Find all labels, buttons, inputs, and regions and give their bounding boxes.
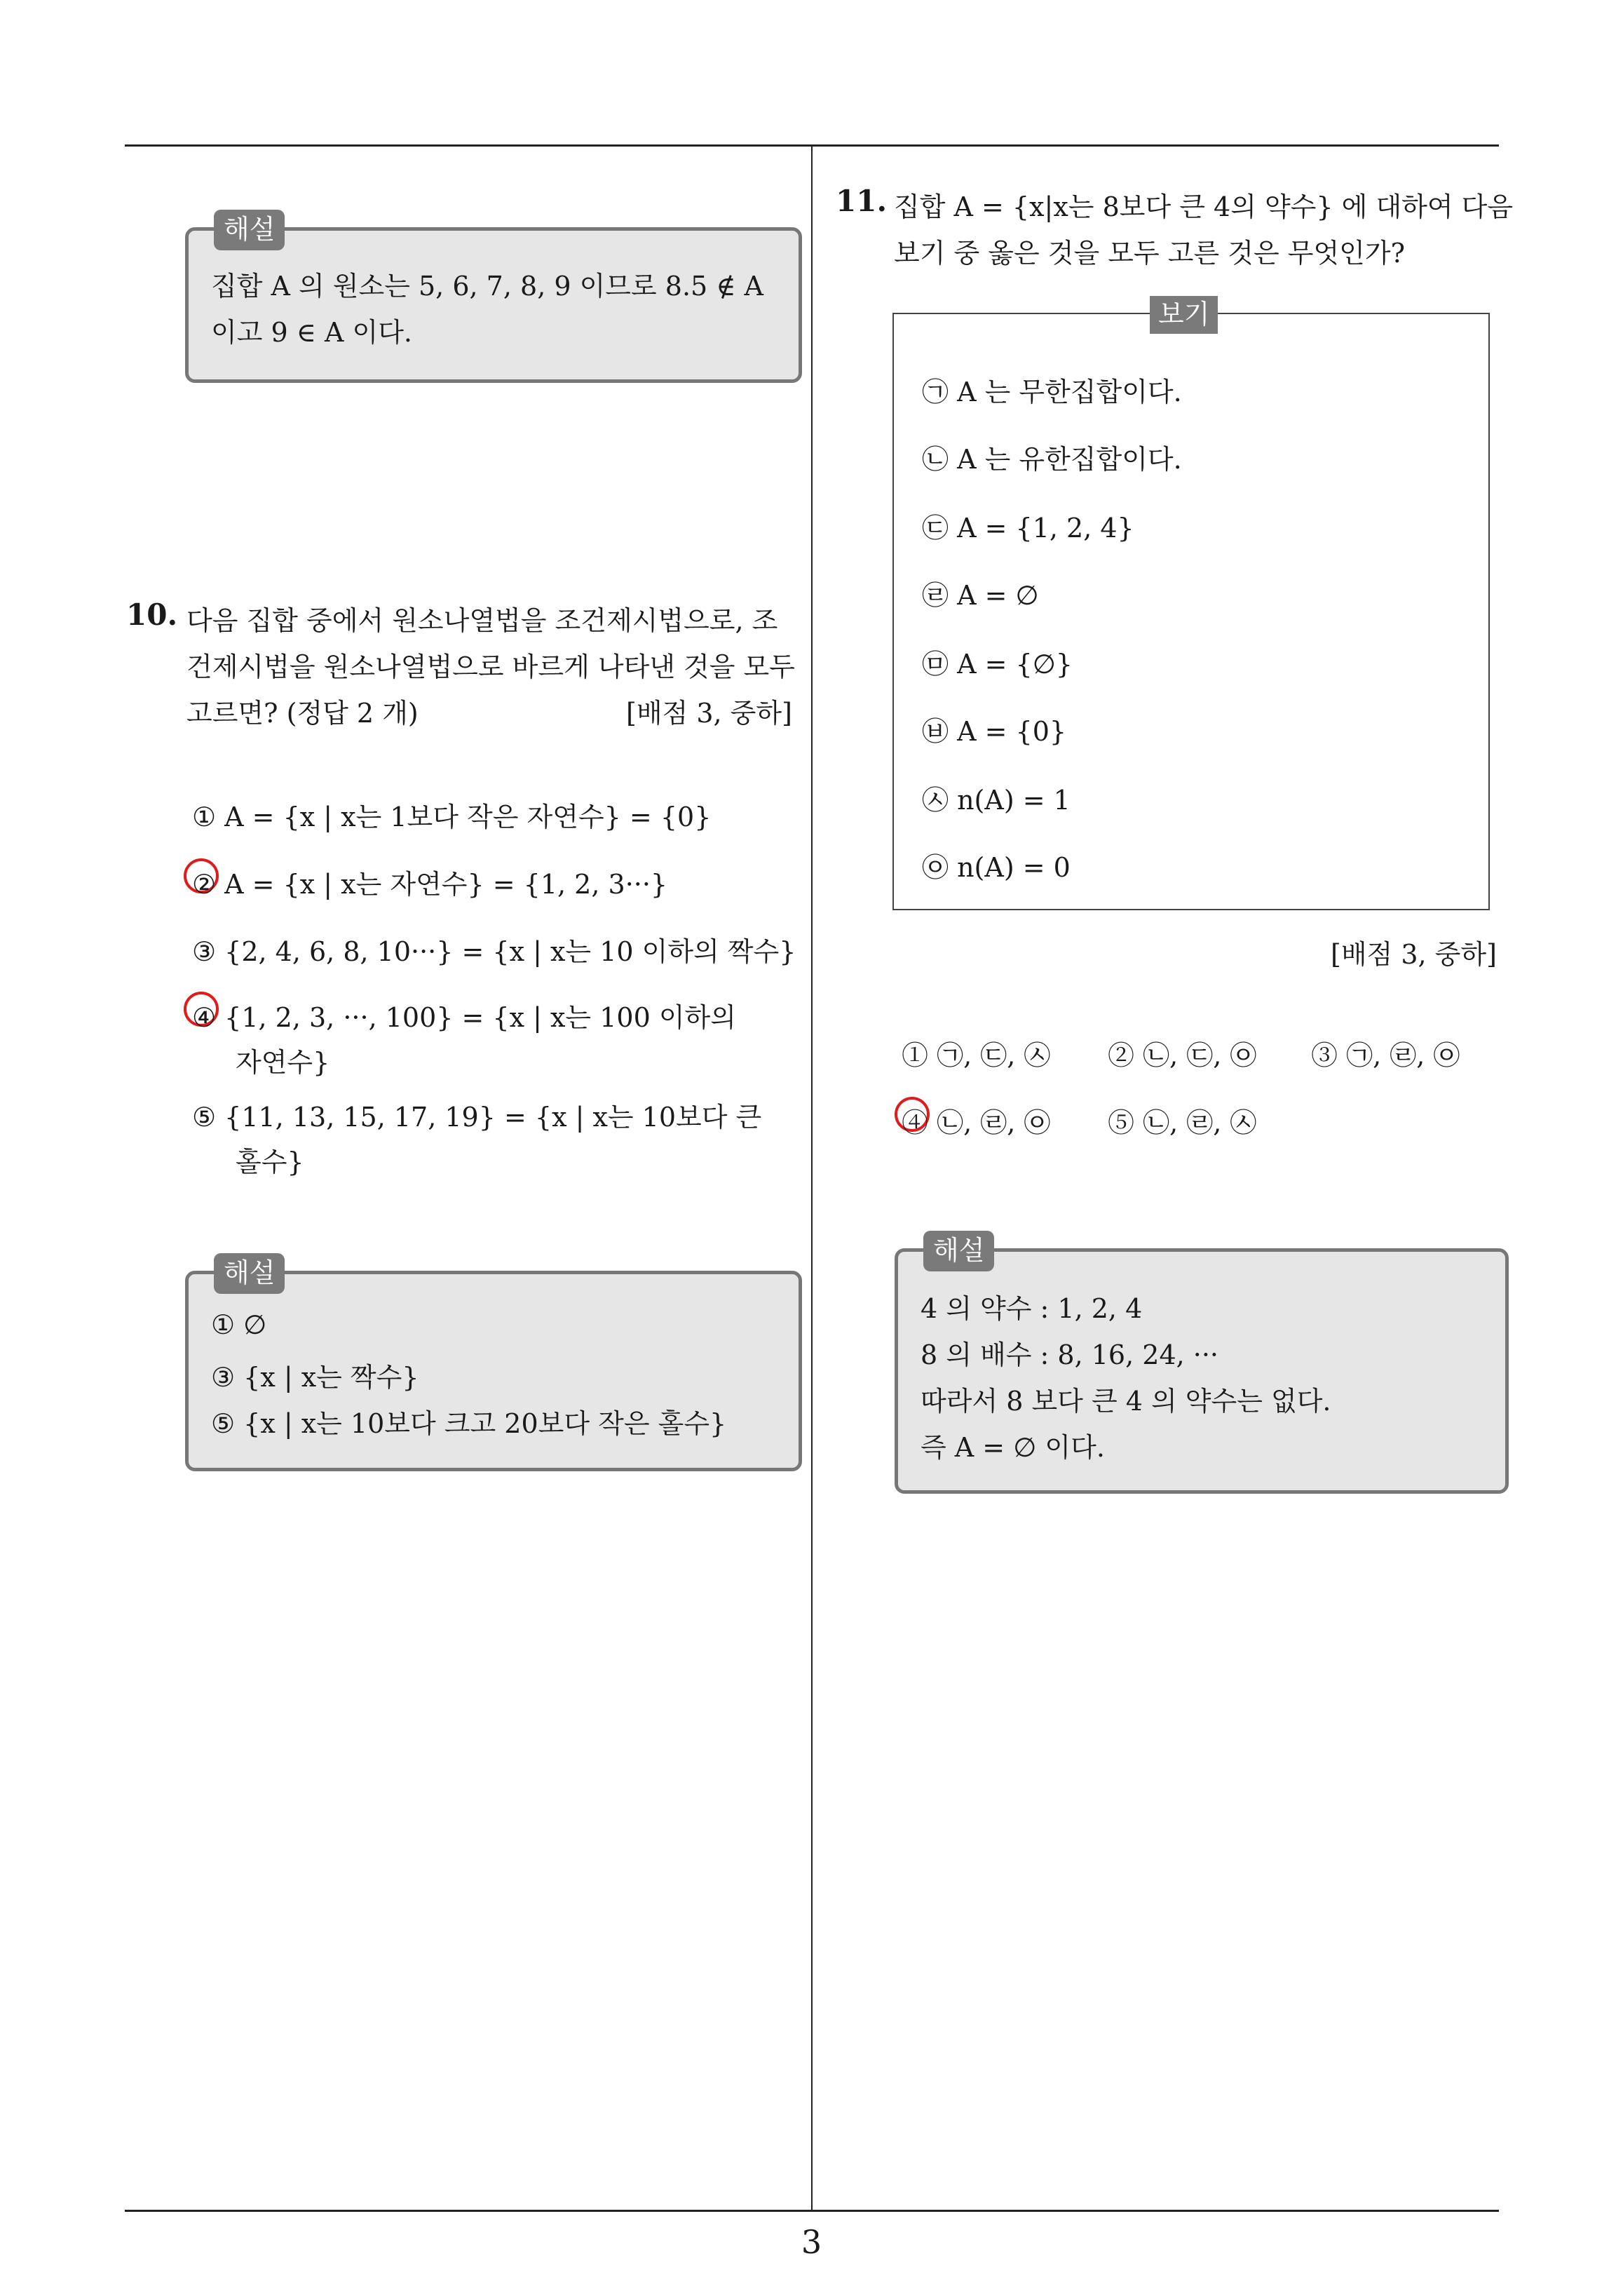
score-label: [배점 3, 중하] <box>1331 939 1497 970</box>
column-divider <box>811 146 813 2210</box>
answer-option[interactable]: ① A = {x | x는 1보다 작은 자연수} = {0} <box>192 802 712 832</box>
solution-line: 이고 9 ∈ A 이다. <box>211 317 412 348</box>
solution-line: 즉 A = ∅ 이다. <box>921 1432 1105 1463</box>
solution-tag: 해설 <box>923 1231 994 1271</box>
solution-tag: 해설 <box>214 1253 285 1294</box>
solution-line: ⑤ {x | x는 10보다 크고 20보다 작은 홀수} <box>211 1408 727 1439</box>
answer-option[interactable]: ⑤ ㉡, ㉣, ㉦ <box>1108 1107 1257 1138</box>
view-item: ㉢ A = {1, 2, 4} <box>922 513 1134 543</box>
solution-tag: 해설 <box>214 210 285 250</box>
question-text: 고르면? (정답 2 개) <box>186 698 419 729</box>
view-item: ㉠ A 는 무한집합이다. <box>922 377 1182 407</box>
solution-line: 4 의 약수 : 1, 2, 4 <box>921 1293 1143 1324</box>
question-number: 10. <box>126 597 178 632</box>
answer-option[interactable]: ③ {2, 4, 6, 8, 10···} = {x | x는 10 이하의 짝수} <box>192 936 796 967</box>
question-text: 다음 집합 중에서 원소나열법을 조건제시법으로, 조 <box>186 605 778 636</box>
view-box <box>892 299 1490 910</box>
answer-option[interactable]: ⑤ {11, 13, 15, 17, 19} = {x | x는 10보다 큰 <box>192 1102 762 1133</box>
page-number: 3 <box>801 2223 822 2261</box>
solution-line: ① ∅ <box>211 1309 267 1340</box>
score-label: [배점 3, 중하] <box>626 698 792 729</box>
solution-line: 집합 A 의 원소는 5, 6, 7, 8, 9 이므로 8.5 ∉ A <box>211 271 763 302</box>
view-item: ㉥ A = {0} <box>922 716 1067 747</box>
solution-box-q10 <box>185 1257 802 1471</box>
view-item: ㉦ n(A) = 1 <box>922 785 1071 816</box>
view-item: ㉡ A 는 유한집합이다. <box>922 444 1182 475</box>
answer-option[interactable]: ④ ㉡, ㉣, ㉧ <box>902 1107 1051 1138</box>
solution-line: 8 의 배수 : 8, 16, 24, ··· <box>921 1339 1219 1370</box>
view-item: ㉣ A = ∅ <box>922 580 1039 611</box>
solution-line: ③ {x | x는 짝수} <box>211 1362 419 1393</box>
question-text: 보기 중 옳은 것을 모두 고른 것은 무엇인가? <box>894 238 1405 269</box>
solution-box-top <box>185 214 802 383</box>
answer-option[interactable]: ② A = {x | x는 자연수} = {1, 2, 3···} <box>192 869 668 900</box>
answer-option[interactable]: ① ㉠, ㉢, ㉦ <box>902 1040 1051 1071</box>
view-tag: 보기 <box>1150 296 1218 334</box>
bottom-rule <box>125 2210 1499 2212</box>
answer-option[interactable]: ③ ㉠, ㉣, ㉧ <box>1311 1040 1460 1071</box>
question-text: 건제시법을 원소나열법으로 바르게 나타낸 것을 모두 <box>186 651 795 682</box>
view-item: ㉧ n(A) = 0 <box>922 852 1071 883</box>
solution-box-q11 <box>895 1235 1509 1494</box>
answer-option[interactable]: ② ㉡, ㉢, ㉧ <box>1108 1040 1257 1071</box>
solution-line: 따라서 8 보다 큰 4 의 약수는 없다. <box>921 1386 1331 1417</box>
answer-option[interactable]: ④ {1, 2, 3, ···, 100} = {x | x는 100 이하의 <box>192 1002 736 1033</box>
answer-option-continued: 홀수} <box>236 1147 304 1177</box>
question-text: 집합 A = {x|x는 8보다 큰 4의 약수} 에 대하여 다음 <box>894 191 1514 222</box>
view-item: ㉤ A = {∅} <box>922 649 1073 680</box>
answer-option-continued: 자연수} <box>236 1047 330 1078</box>
question-number: 11. <box>836 184 888 218</box>
